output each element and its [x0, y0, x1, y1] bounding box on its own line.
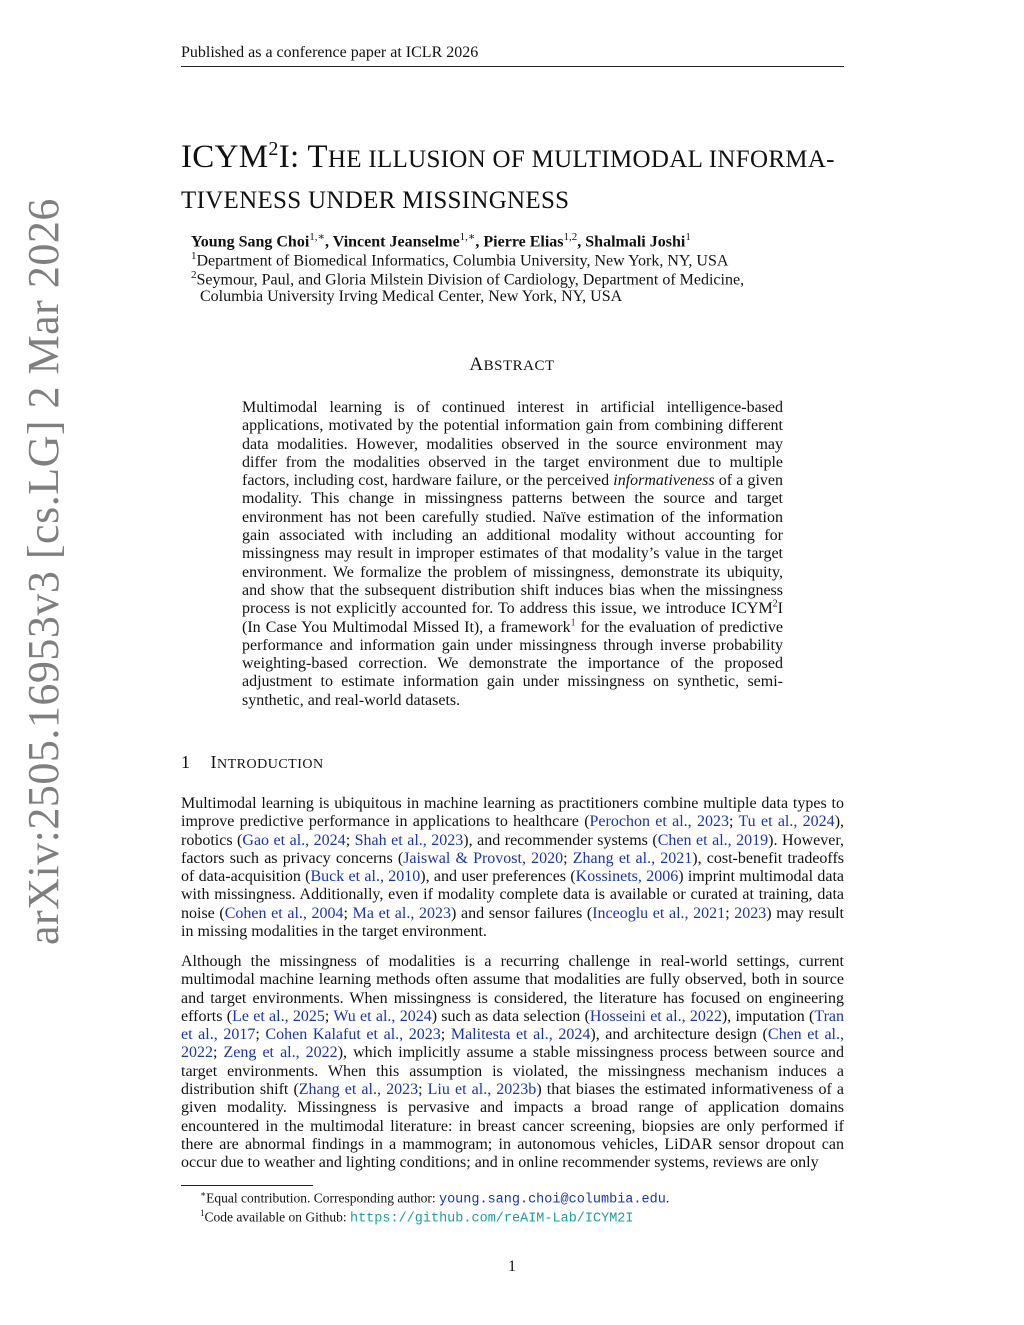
- citation-link[interactable]: Cohen et al., 2004: [224, 904, 344, 922]
- page-number: 1: [508, 1258, 516, 1275]
- section-heading-introduction: [181, 752, 324, 773]
- citation-link[interactable]: Inceoglu et al., 2021: [592, 904, 726, 922]
- citation-link[interactable]: Hosseini et al., 2022: [589, 1007, 722, 1025]
- affiliation-2-cont: Columbia University Irving Medical Center, New York, NY, USA: [200, 288, 623, 305]
- citation-link[interactable]: Chen et al., 2019: [657, 831, 769, 849]
- text: ;: [440, 1026, 451, 1044]
- aff-text: Department of Biomedical Informatics, Columbia University, New York, NY, USA: [196, 252, 729, 270]
- header-rule: [181, 66, 844, 67]
- paper-title: [181, 130, 844, 220]
- text: Multimodal learning is ubiquitous in machine learning as practitioners combine multiple data types to improve predictive performance in applications to healthcare (: [181, 795, 844, 831]
- author-list: Young Sang Choi$^{1,∗}$, Vincent Jeanselme$^{1,∗}$, Pierre Elias$^{1,2}$, Shalmali Joshi$^1$: [191, 231, 691, 251]
- citation-link[interactable]: Ma et al., 2023: [352, 904, 451, 922]
- text: ;: [563, 849, 573, 867]
- text: ;: [418, 1081, 428, 1099]
- text: ), imputation (: [721, 1007, 815, 1025]
- abstract-sup: 2: [772, 598, 778, 610]
- text: ;: [343, 904, 353, 922]
- heading-rest: BSTRACT: [483, 358, 555, 374]
- abstract-text-a: Multimodal learning is of continued interest in artificial intelligence-based applications, motivated by the potential information gain from combining different data modalities. However, modalities observed in the source environment may differ from the modalities observed in the target environment due to multiple factors, including cost, hardware failure, or the perceived: [242, 399, 783, 490]
- section-number: 1: [181, 752, 191, 772]
- text: ), which implicitly assume a stable missingness process between source and target environments. When this assumption is violated, the missingness mechanism induces a distribution shift (: [181, 1044, 844, 1099]
- text: ), and architecture design (: [590, 1026, 768, 1044]
- title-sup: 2: [268, 138, 279, 160]
- text: ) that biases the estimated informativeness of a given modality. Missingness is pervasive and impacts a broad range of application domains encountered in the multimodal literature: in breast cancer screening, biopsies are only performed if there are abnormal findings in a mammogram; in autonomous vehicles, LiDAR sensor dropout can occur due to weather and lighting conditions; and in online recommender systems, reviews are only: [181, 1081, 845, 1172]
- intro-paragraph-2: [181, 953, 844, 1173]
- citation-link[interactable]: Zhang et al., 2023: [298, 1081, 419, 1099]
- citation-link[interactable]: Chen et al., 2022: [181, 1026, 845, 1062]
- footnote-mark: 1: [200, 1208, 205, 1218]
- text: ) and sensor failures (: [451, 904, 593, 922]
- citation-link[interactable]: Shah et al., 2023: [354, 831, 464, 849]
- citation-link[interactable]: Malitesta et al., 2024: [450, 1026, 591, 1044]
- author-name: Pierre Elias: [483, 233, 564, 251]
- text: ), cost-benefit tradeoffs of data-acquisition (: [181, 849, 845, 886]
- citation-link[interactable]: Tran et al., 2017: [181, 1007, 845, 1044]
- citation-link[interactable]: Perochon et al., 2023: [589, 813, 729, 831]
- abstract-heading: [0, 354, 1024, 376]
- aff-mark: 2: [191, 269, 197, 281]
- aff-text: Seymour, Paul, and Gloria Milstein Division of Cardiology, Department of Medicine,: [196, 271, 745, 289]
- text: ), robotics (: [181, 813, 845, 849]
- footnote-text: Equal contribution. Corresponding author:: [206, 1190, 439, 1206]
- footnote-text: .: [665, 1190, 670, 1206]
- author-affil: 1,2: [563, 231, 578, 243]
- citation-link[interactable]: Jaiswal & Provost, 2020: [403, 849, 564, 867]
- text: ), and user preferences (: [420, 868, 576, 886]
- footnote-rule: [181, 1185, 313, 1186]
- author-name: Vincent Jeanselme: [332, 233, 460, 251]
- citation-link[interactable]: Zeng et al., 2022: [223, 1044, 338, 1062]
- text: ), and recommender systems (: [463, 831, 658, 849]
- author-affil: 1,∗: [459, 231, 476, 243]
- abstract-text-d: for the evaluation of predictive performance and information gain under missingness through inverse probability weighting-based correction. We demonstrate the importance of the proposed adjustment to estimate information gain under missingness on synthetic, semi-synthetic, and real-world datasets.: [242, 618, 783, 709]
- citation-link[interactable]: 2023: [734, 904, 767, 922]
- title-part2: I: T: [278, 139, 328, 175]
- citation-link[interactable]: Buck et al., 2010: [310, 868, 421, 886]
- title-line1-rest: HE ILLUSION OF MULTIMODAL INFORMA-: [327, 146, 835, 173]
- citation-link[interactable]: Zhang et al., 2021: [572, 849, 693, 867]
- text: ). However, factors such as privacy concerns (: [181, 831, 845, 867]
- text: ;: [728, 813, 739, 831]
- citation-link[interactable]: Gao et al., 2024: [242, 831, 346, 849]
- aff-mark: 1: [191, 250, 197, 262]
- citation-link[interactable]: Cohen Kalafut et al., 2023: [265, 1026, 441, 1044]
- github-link[interactable]: https://github.com/reAIM-Lab/ICYM2I: [349, 1211, 634, 1227]
- running-header: Published as a conference paper at ICLR 2026: [181, 44, 479, 61]
- text: ) may result in missing modalities in the target environment.: [181, 904, 844, 941]
- text: ;: [255, 1026, 266, 1044]
- footnote-2: [200, 1208, 634, 1227]
- title-line2: TIVENESS UNDER MISSINGNESS: [181, 187, 570, 214]
- footnote-text: Code available on Github:: [204, 1209, 350, 1225]
- citation-link[interactable]: Tu et al., 2024: [738, 813, 835, 831]
- affiliation-1: [191, 250, 728, 270]
- text: ) imprint multimodal data with missingness. Additionally, even if modality complete data is available or curated at training, data noise (: [181, 868, 845, 922]
- heading-initial: A: [469, 354, 484, 375]
- text: ;: [345, 831, 355, 849]
- author-affil: 1: [685, 231, 691, 243]
- abstract-emphasis: informativeness: [613, 472, 715, 490]
- author-affil: 1,∗: [309, 231, 326, 243]
- citation-link[interactable]: Wu et al., 2024: [333, 1007, 432, 1025]
- author-name: Young Sang Choi: [191, 233, 310, 251]
- email-link[interactable]: young.sang.choi@columbia.edu: [438, 1192, 666, 1208]
- text: Although the missingness of modalities is a recurring challenge in real-world settings, current multimodal machine learning methods often assume that modalities are fully observed, both in source and target environments. When missingness is considered, the literature has focused on engineering efforts (: [181, 953, 844, 1025]
- citation-link[interactable]: Liu et al., 2023b: [427, 1081, 537, 1099]
- abstract-text-b: of a given modality. This change in missingness patterns between the source and target environment has not been carefully studied. Naïve estimation of the information gain associated with including an additional modality without accounting for missingness may result in improper estimates of that modality’s value in the target environment. We formalize the problem of missingness, demonstrate its ubiquity, and show that the subsequent distribution shift induces bias when the missingness process is not explicitly accounted for. To address this issue, we introduce ICYM: [242, 472, 783, 618]
- section-initial: I: [210, 752, 217, 772]
- author-name: Shalmali Joshi: [585, 233, 686, 251]
- text: ) such as data selection (: [431, 1007, 590, 1025]
- citation-link[interactable]: Kossinets, 2006: [575, 868, 679, 886]
- intro-paragraph-1: [181, 795, 844, 941]
- title-part1: ICYM: [181, 139, 269, 175]
- abstract-body: [242, 399, 783, 710]
- footnote-mark: ∗: [200, 1189, 207, 1199]
- affiliation-2: [191, 269, 744, 289]
- footnote-1: [200, 1189, 669, 1208]
- citation-link[interactable]: Le et al., 2025: [232, 1007, 325, 1025]
- arxiv-identifier: arXiv:2505.16953v3 [cs.LG] 2 Mar 2026: [19, 198, 68, 945]
- text: ;: [213, 1044, 224, 1062]
- abstract-text-c: I (In Case You Multimodal Missed It), a framework: [242, 600, 783, 636]
- text: ;: [725, 904, 735, 922]
- section-rest: NTRODUCTION: [217, 757, 324, 772]
- footnote-link[interactable]: 1: [570, 617, 576, 629]
- text: ;: [324, 1007, 334, 1025]
